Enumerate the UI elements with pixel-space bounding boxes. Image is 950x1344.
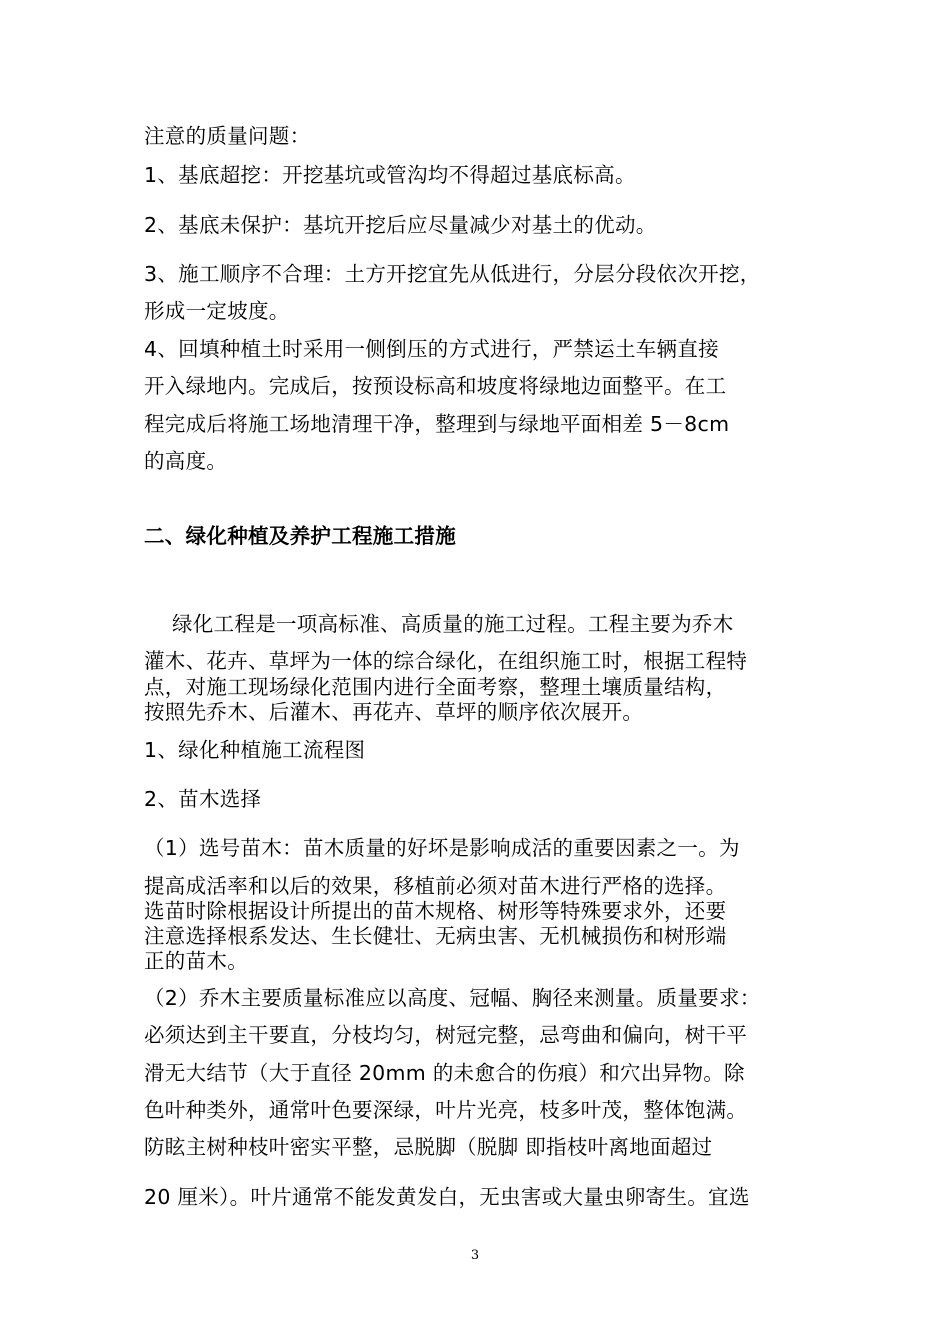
text-line: 滑无大结节（大于直径 20mm 的未愈合的伤痕）和穴出异物。除	[144, 1061, 745, 1085]
text-line: 必须达到主干要直，分枝均匀，树冠完整，忌弯曲和偏向，树干平	[144, 1023, 748, 1047]
text-line: 提高成活率和以后的效果，移植前必须对苗木进行严格的选择。	[144, 874, 727, 898]
text-line: 形成一定坡度。	[144, 299, 290, 323]
text-line: 点，对施工现场绿化范围内进行全面考察，整理土壤质量结构，	[144, 675, 727, 699]
page-number: 3	[470, 1248, 480, 1263]
text-line: 正的苗木。	[144, 949, 248, 973]
text-line: 3、施工顺序不合理：土方开挖宜先从低进行，分层分段依次开挖，	[144, 262, 761, 286]
text-line: 20 厘米）。叶片通常不能发黄发白，无虫害或大量虫卵寄生。宜选	[144, 1185, 750, 1209]
text-line: 1、基底超挖：开挖基坑或管沟均不得超过基底标高。	[144, 163, 636, 187]
text-line: 注意的质量问题：	[144, 124, 311, 148]
text-line: 选苗时除根据设计所提出的苗木规格、树形等特殊要求外，还要	[144, 899, 727, 923]
text-line: （1）选号苗木：苗木质量的好坏是影响成活的重要因素之一。为	[144, 836, 740, 860]
text-line: 防眩主树种枝叶密实平整，忌脱脚（脱脚 即指枝叶离地面超过	[144, 1135, 713, 1159]
text-line: 4、回填种植土时采用一侧倒压的方式进行，严禁运土车辆直接	[144, 337, 719, 361]
text-line: 开入绿地内。完成后，按预设标高和坡度将绿地边面整平。在工	[144, 374, 727, 398]
text-line: 的高度。	[144, 449, 228, 473]
text-line: 2、苗木选择	[144, 787, 262, 811]
text-line: 2、基底未保护：基坑开挖后应尽量减少对基土的优动。	[144, 213, 657, 237]
text-line: 1、绿化种植施工流程图	[144, 738, 366, 762]
text-line: 灌木、花卉、草坪为一体的综合绿化，在组织施工时，根据工程特	[144, 649, 748, 673]
text-line: 注意选择根系发达、生长健壮、无病虫害、无机械损伤和树形端	[144, 924, 727, 948]
text-line: 程完成后将施工场地清理干净，整理到与绿地平面相差 5－8cm	[144, 412, 730, 436]
section-heading: 二、绿化种植及养护工程施工措施	[144, 524, 456, 548]
text-line: 按照先乔木、后灌木、再花卉、草坪的顺序依次展开。	[144, 700, 644, 724]
text-line: 色叶种类外，通常叶色要深绿，叶片光亮，枝多叶茂，整体饱满。	[144, 1098, 748, 1122]
text-line: （2）乔木主要质量标准应以高度、冠幅、胸径来测量。质量要求：	[144, 986, 761, 1010]
paragraph-first-line: 绿化工程是一项高标准、高质量的施工过程。工程主要为乔木	[172, 612, 734, 636]
